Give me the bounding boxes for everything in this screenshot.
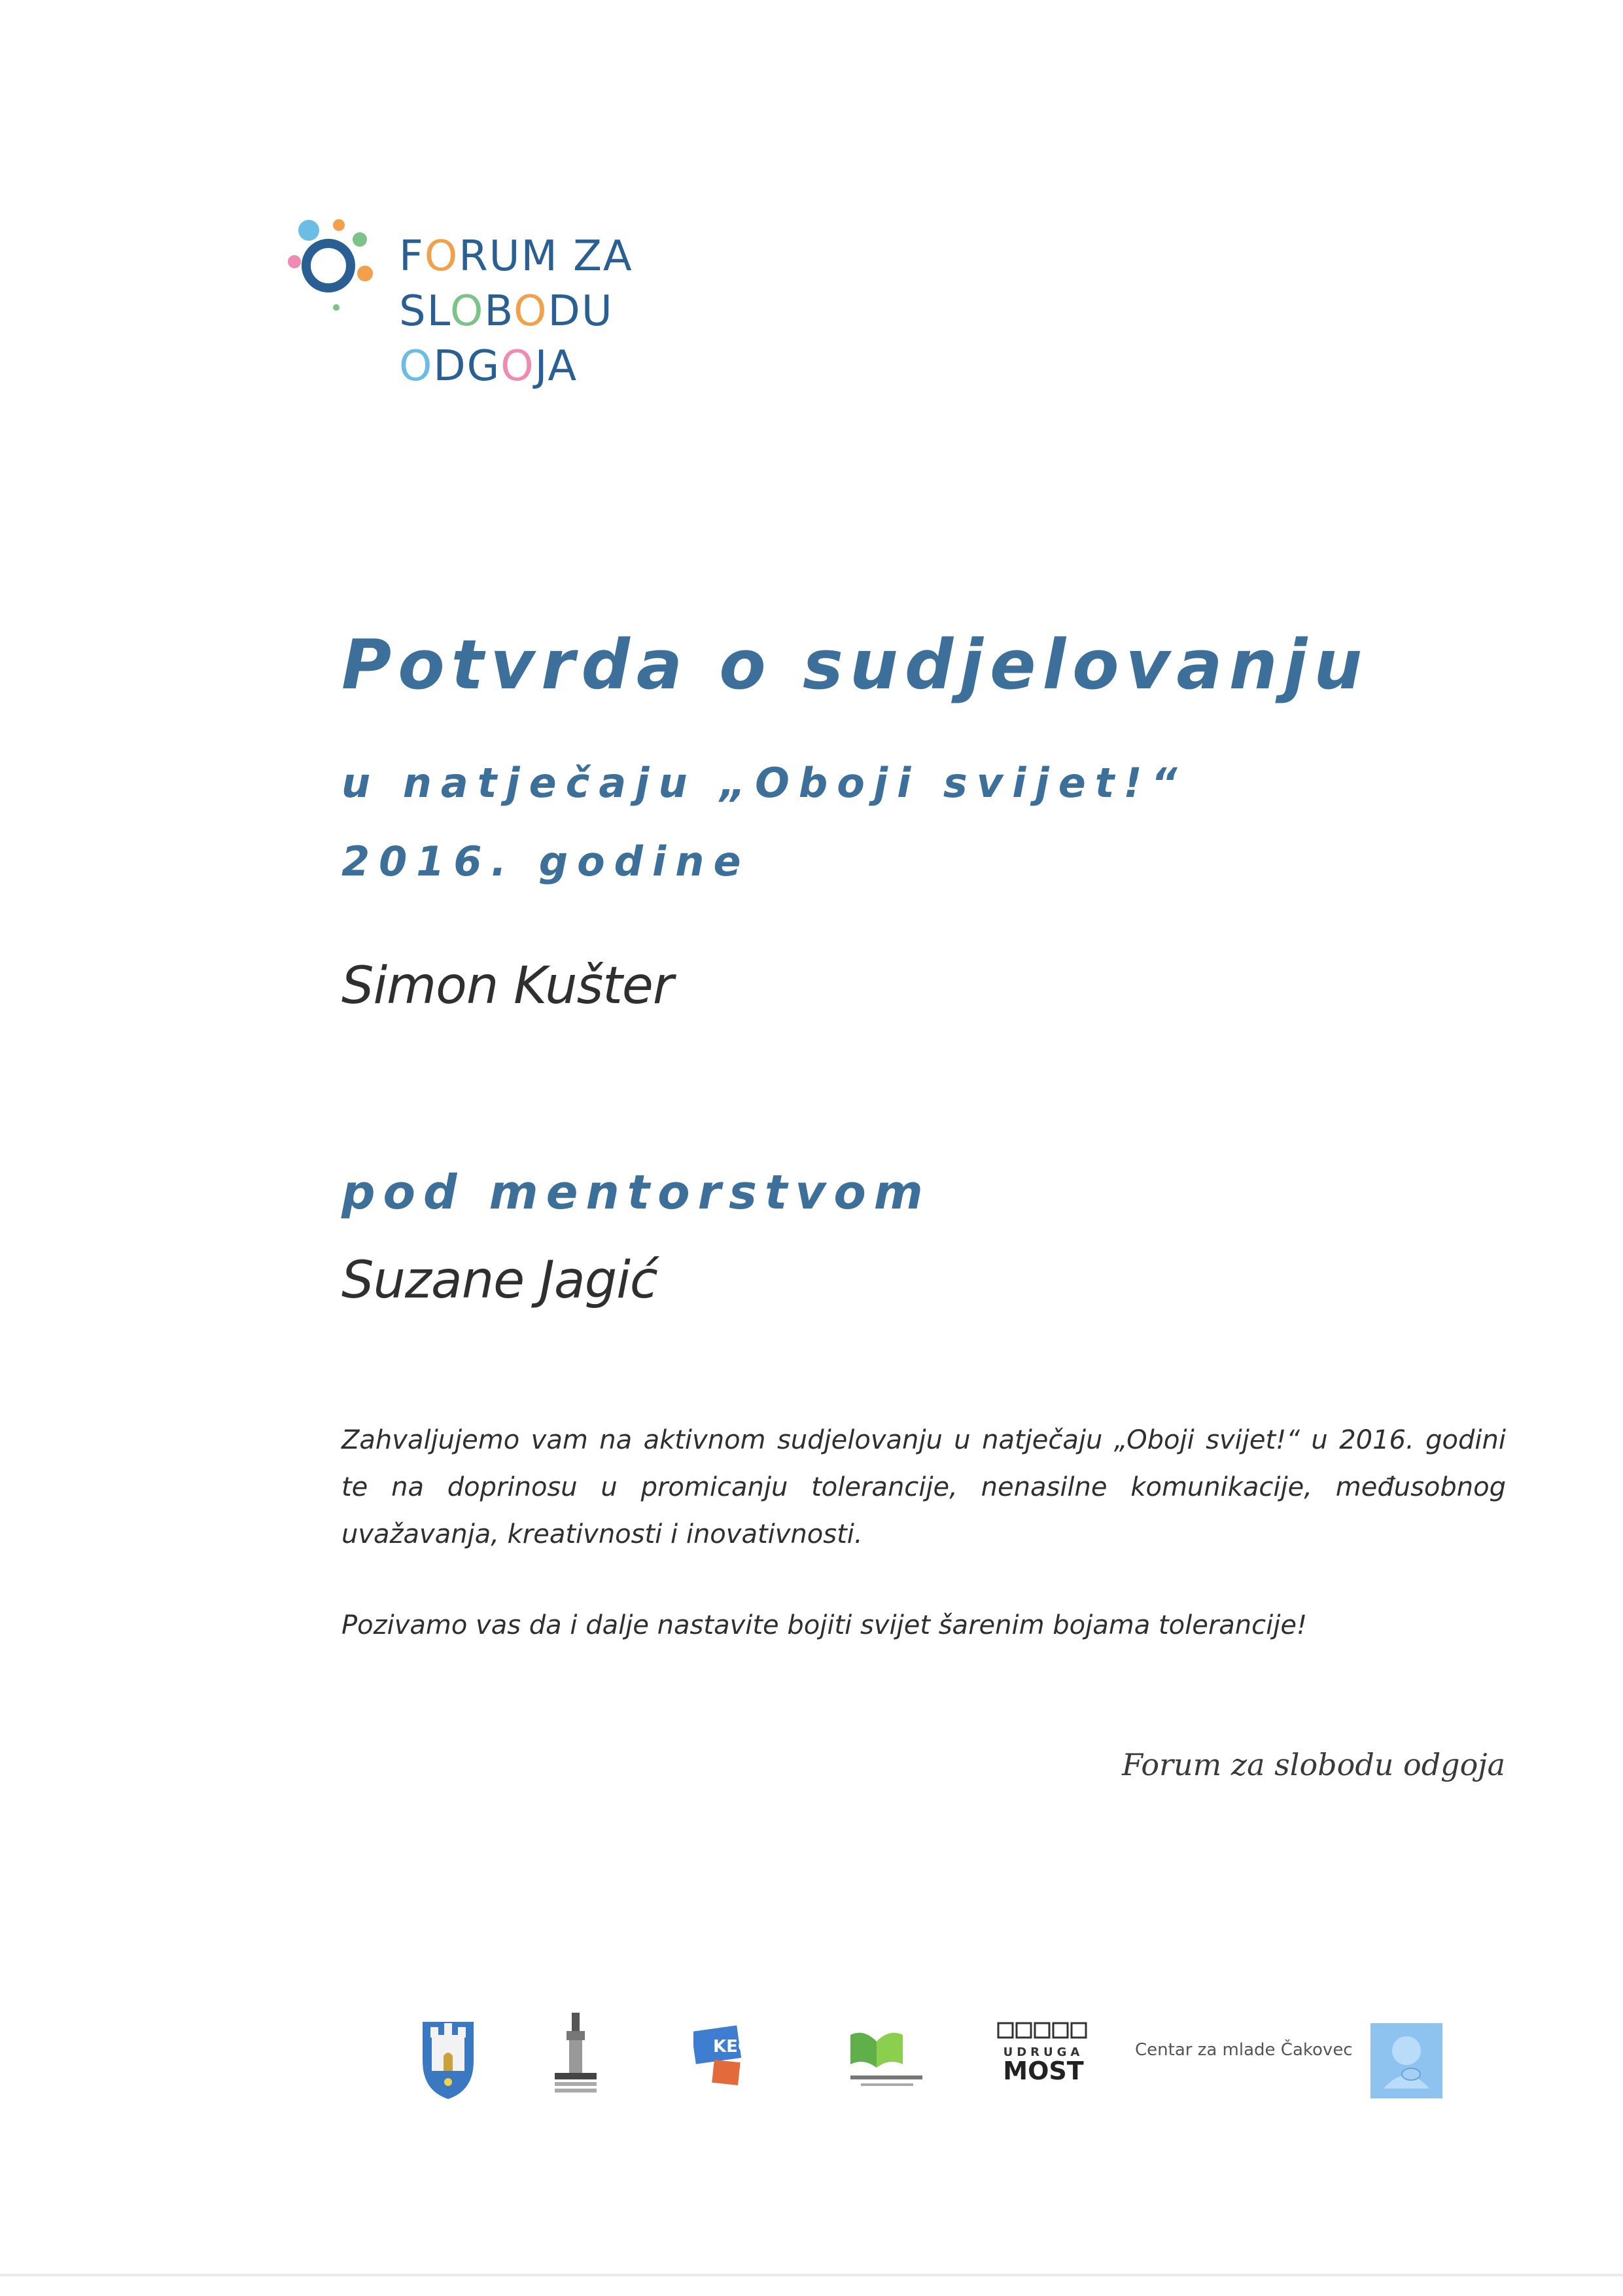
thanks-paragraph: Zahvaljujemo vam na aktivnom sudjelovanju u natječaju „Oboji svijet!“ u 2016. godini te na doprinosu u promicanju tolerancije, nenasilne komunikacije, međusobnog uvažavanja, kreativnosti i inovativnosti.: [341, 1425, 1506, 1549]
logo-letter-o: O: [399, 342, 434, 391]
city-crest-icon: [419, 2009, 478, 2100]
udruga-text: UDRUGA: [1003, 2045, 1084, 2059]
forum-logo-mark-icon: [281, 216, 379, 314]
volontersko-logo-icon: [837, 2009, 935, 2100]
certificate-subtitle-year: 2016. godine: [341, 838, 750, 885]
logo-line-2: [399, 284, 633, 339]
forum-logo-text: [399, 229, 633, 394]
kec-text: KEC: [713, 2037, 750, 2057]
logo-letter: F: [399, 232, 425, 281]
logo-letter-o: O: [500, 342, 535, 391]
logo-text-segment: SL: [399, 287, 450, 336]
forum-logo: [281, 216, 674, 399]
invitation-paragraph: Pozivamo vas da i dalje nastavite bojiti svijet šarenim bojama tolerancije!: [341, 1610, 1307, 1640]
centar-za-mlade-text: Centar za mlade Čakovec: [1135, 2040, 1353, 2060]
signature: Forum za slobodu odgoja: [1121, 1747, 1505, 1782]
centar-za-mlade-logo-icon: [1370, 2023, 1442, 2098]
sponsor-logos: [419, 2009, 1518, 2100]
logo-text-segment: DG: [433, 342, 501, 391]
logo-text-segment: RUM ZA: [459, 232, 633, 281]
mentor-label: pod mentorstvom: [341, 1165, 931, 1220]
stamp-logo-icon: [550, 2009, 602, 2100]
scan-edge-line: [0, 2274, 1623, 2276]
logo-line-1: [399, 229, 633, 284]
logo-letter-o: O: [514, 287, 548, 336]
udruga-most-logo-icon: [994, 2009, 1092, 2100]
logo-text-segment: JA: [534, 342, 578, 391]
participant-name: Simon Kušter: [341, 957, 673, 1016]
certificate-title: Potvrda o sudjelovanju: [341, 625, 1369, 705]
kec-logo-icon: [693, 2009, 752, 2100]
certificate-subtitle-contest: u natječaju „Oboji svijet!“: [341, 759, 1187, 807]
logo-letter-o: O: [424, 232, 459, 281]
most-text: MOST: [1003, 2057, 1084, 2085]
mentor-name: Suzane Jagić: [341, 1251, 657, 1310]
logo-text-segment: DU: [548, 287, 614, 336]
logo-text-segment: B: [484, 287, 514, 336]
logo-line-3: [399, 339, 633, 394]
logo-letter-o: O: [450, 287, 485, 336]
